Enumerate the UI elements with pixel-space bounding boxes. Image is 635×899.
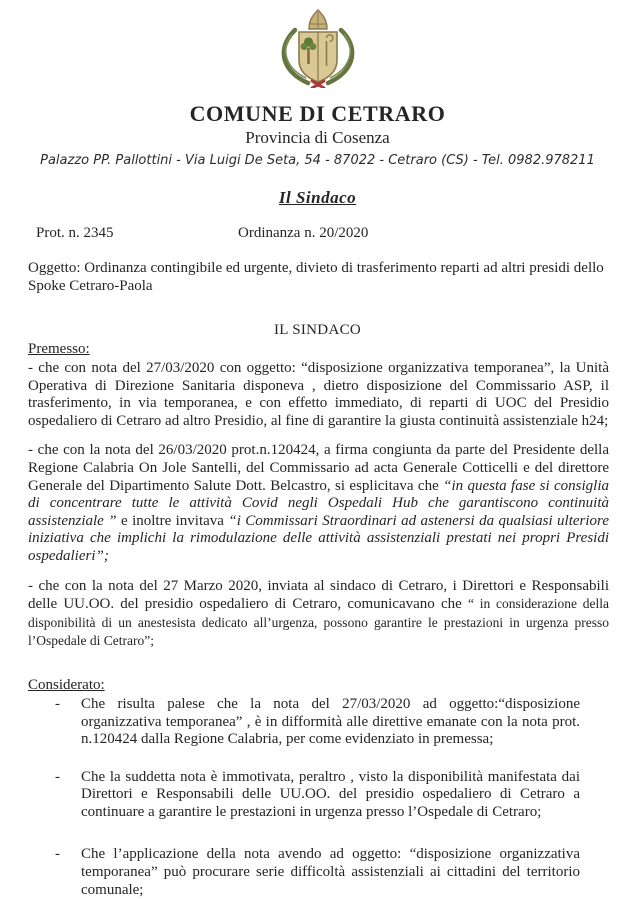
bullet-dash: - [55,768,60,785]
premesso-paragraph-2-quote-1: “in questa fase si consiglia di concentrare tutte le attività Covid negli Ospedali Hub che garantiscono continuità assistenziale ” [28,477,609,529]
considerato-item-1-text: Che risulta palese che la nota del 27/03/2020 ad oggetto:“disposizione organizzativa temporanea” , è in difformità alle direttive emanate con la nota prot. n.120424 dalla Regione Calabria, per come evidenziato in premessa; [81,695,580,748]
considerato-item-3-text: Che l’applicazione della nota avendo ad oggetto: “disposizione organizzativa temporanea” può procurare serie difficoltà assistenziali ai cittadini del territorio comunale; [81,846,580,898]
premesso-paragraph-3-quote: “ in considerazione della disponibilità di un anestesista dedicato all’urgenza, possono garantire le prestazioni in urgenza presso l’Ospedale di Cetraro”; [28,596,609,649]
address-line: Palazzo PP. Pallottini - Via Luigi De Seta, 54 - 87022 - Cetraro (CS) - Tel. 0982.978211 [40,153,595,168]
premesso-heading: Premesso: [28,341,90,357]
considerato-item-2 [55,769,580,822]
crest-container [263,8,373,88]
considerato-item-3 [55,846,580,899]
municipality-name: COMUNE DI CETRARO [189,101,446,126]
body-heading-il-sindaco: IL SINDACO [273,322,362,338]
bullet-dash: - [55,846,60,863]
premesso-paragraph-2-lead: - che con la nota del 26/03/2020 prot.n.120424, a firma congiunta da parte del Presidente della Regione Calabria On Jole Santelli, del Commissario ad acta Generale Cotticelli e del direttore Generale del Dipartimento Salute Dott. Belcastro, si esplicitava che [28,442,609,494]
meta-row [0,225,635,243]
ordinance-number: Ordinanza n. 20/2020 [238,225,369,241]
premesso-paragraph-2-quote-2: “i Commissari Straordinari ad astenersi da qualsiasi ulteriore iniziativa che implichi la rimodulazione delle attività assistenziali prestati nei propri Presidi ospedalieri”; [28,512,609,564]
considerato-heading: Considerato: [28,676,105,693]
premesso-paragraph-1-text: - che con nota del 27/03/2020 con oggetto: “disposizione organizzativa temporanea”, la Unità Operativa di Direzione Sanitaria disponeva , dietro disposizione del Commissario ASP, il trasferimento, in via temporanea, e con effetto immediato, di reparti di UOC del Presidio ospedaliero di Cetraro ad altro Presidio, al fine di garantire la giusta continuità assistenziale h24; [28,360,609,429]
premesso-paragraph-1 [28,360,609,430]
bullet-dash: - [55,695,60,712]
premesso-paragraph-3 [28,578,609,651]
subject-line: Oggetto: Ordinanza contingibile ed urgente, divieto di trasferimento reparti ad altri presidi dello Spoke Cetraro-Paola [28,260,604,294]
protocol-number: Prot. n. 2345 [36,225,114,241]
municipal-crest-icon [268,8,368,88]
province-name: Provincia di Cosenza [245,128,390,147]
ordinance-document-page [0,8,635,898]
premesso-paragraph-3-lead: - che con la nota del 27 Marzo 2020, inviata al sindaco di Cetraro, i Direttori e Responsabili delle UU.OO. del presidio ospedaliero di Cetraro, comunicavano che [28,577,609,613]
considerato-item-1 [55,696,580,749]
considerato-item-2-text: Che la suddetta nota è immotivata, peraltro , visto la disponibilità manifestata dai Direttori e Responsabili delle UU.OO. del presidio ospedaliero di Cetraro a continuare a garantire le prestazioni in urgenza presso l’Ospedale di Cetraro; [81,768,580,820]
premesso-paragraph-2-mid: e inoltre invitava [116,512,229,529]
document-title: Il Sindaco [278,188,357,207]
premesso-paragraph-2 [28,442,609,565]
